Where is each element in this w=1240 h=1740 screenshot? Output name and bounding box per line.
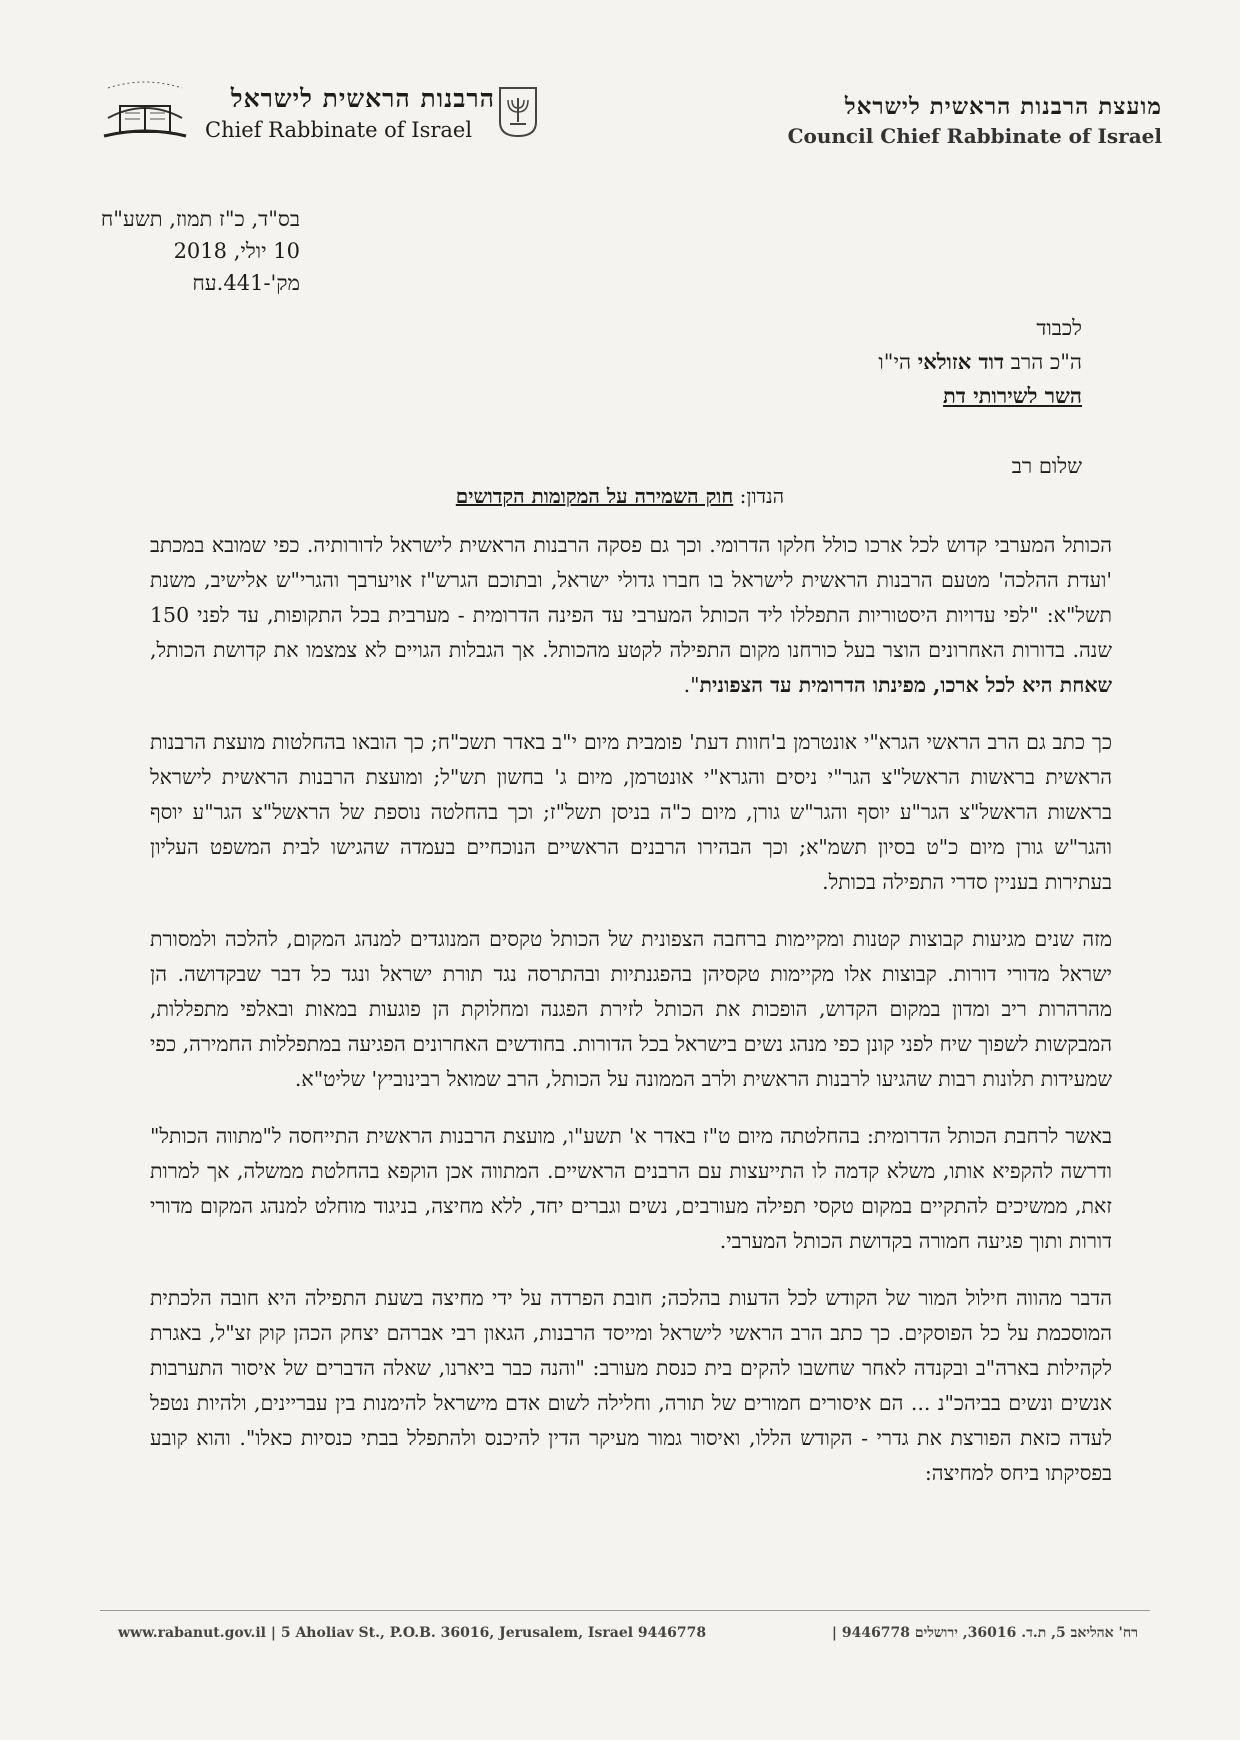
subject-prefix: הנדון: [733, 484, 785, 508]
recipient-salutation: לכבוד [1036, 316, 1082, 340]
paragraph-4: באשר לרחבת הכותל הדרומית: בהחלטתה מיום ט"ז באדר א' תשע"ו, מועצת הרבנות הראשית התייחסה ל"מתווה הכותל" ודרשה להקפיא אותו, משלא קדמה לו התייעצות עם הרבנים הראשיים. המתווה אכן הוקפא בהחלטת ממשלה, אך למרות זאת, ממשיכים להתקיים במקום טקסי תפילה מעורבים, נשים וגברים יחד, ללא מחיצה, בניגוד מוחלט למנהג המקום מדורי דורות ותוך פגיעה חמורה בקדושת הכותל המערבי. [150, 1124, 1112, 1253]
recipient-prefix: ה"כ הרב [1004, 350, 1082, 374]
paragraph-1 [150, 528, 1112, 703]
subject-line [0, 484, 1240, 509]
date-block [40, 203, 300, 299]
recipient-name: דוד אזולאי [917, 349, 1005, 374]
recipient-suffix: הי"ו [878, 350, 918, 374]
left-header-english: Chief Rabbinate of Israel [205, 118, 473, 142]
paragraph-1-bold: שאחת היא לכל ארכו, מפינתו הדרומית עד הצפונית [699, 673, 1112, 697]
footer-divider [100, 1610, 1150, 1611]
paragraph-2: כך כתב גם הרב הראשי הגרא"י אונטרמן ב'חוות דעת' פומבית מיום י"ב באדר תשכ"ח; כך הובאו בהחלטות מועצת הרבנות הראשית בראשות הראשל"צ הגר"י ניסים והגרא"י אונטרמן, מיום ג' בחשון תש"ל; ומועצת הרבנות הראשית לישראל בראשות הראשל"צ הגר"ע יוסף והגר"ש גורן, מיום כ"ה בניסן תשל"ז; וכך בהחלטה נוספת של הראשל"צ הגר"ע יוסף והגר"ש גורן מיום כ"ט בסיון תשמ"א; וכך הבהירו הרבנים הראשיים הנוכחיים בעמדה שהגישו לבית המשפט העליון בעתירות בעניין סדרי התפילה בכותל. [150, 730, 1112, 894]
hebrew-date: בס"ד, כ"ז תמוז, תשע"ח [100, 207, 300, 231]
open-book-logo-icon [100, 78, 190, 148]
chief-rabbinate-header [100, 78, 540, 148]
footer-hebrew-address: רח' אהליאב 5, ת.ד. 36016, ירושלים 9446778 | [831, 1625, 1138, 1641]
reference-number: מק'-441.עח [192, 271, 300, 295]
recipient-title: השר לשירותי דת [943, 383, 1082, 408]
paragraph-1-end: ". [683, 673, 700, 697]
recipient-block [482, 312, 1082, 412]
recipient-name-line [482, 345, 1082, 379]
gregorian-date: 10 יולי, 2018 [173, 239, 300, 263]
left-header-hebrew: הרבנות הראשית לישראל [230, 84, 495, 113]
subject-title: חוק השמירה על המקומות הקדושים [455, 484, 734, 508]
council-header [702, 93, 1162, 148]
paragraph-1-text: הכותל המערבי קדוש לכל ארכו כולל חלקו הדרומי. וכך גם פסקה הרבנות הראשית לישראל לדורותיה. כפי שמובא במכתב 'ועדת ההלכה' מטעם הרבנות הראשית לישראל בו חברו גדולי ישראל, ובתוכם הגרש"ז אויערבך והגרי"ש אלישיב, משנת תשל"א: "לפי עדויות היסטוריות התפללו ליד הכותל המערבי עד הפינה הדרומית - מערבית בכל התקופות, עד לפני 150 שנה. בדורות האחרונים הוצר בעל כורחנו מקום התפילה לקטע מהכותל. אך הגבלות הגויים לא צמצמו את קדושת הכותל, [150, 533, 1112, 662]
paragraph-5: הדבר מהווה חילול המור של הקודש לכל הדעות בהלכה; חובת הפרדה על ידי מחיצה בשעת התפילה היא חובה הלכתית המוסכמת על כל הפוסקים. כך כתב הרב הראשי לישראל ומייסד הרבנות, הגאון רבי אברהם יצחק הכהן קוק זצ"ל, באגרת לקהילות בארה"ב ובקנדה לאחר שחשבו להקים בית כנסת מעורב: "והנה כבר ביארנו, שאלה הדברים של איסור התערבות אנשים ונשים בביהכ"נ ... הם איסורים חמורים של תורה, וחלילה לשום אדם מישראל להימנות בין עבריינים, ולהיות נטפל לעדה כזאת הפורצת את גדרי - הקודש הללו, ואיסור גמור מעיקר הדין להיכנס ולהתפלל בבתי כנסיות כאלו". והוא קובע בפסיקתו ביחס למחיצה: [150, 1286, 1112, 1485]
right-header-hebrew: מועצת הרבנות הראשית לישראל [844, 93, 1162, 120]
footer-english-address: www.rabanut.gov.il | 5 Aholiav St., P.O.B. 36016, Jerusalem, Israel 9446778 [118, 1625, 707, 1641]
letter-body [150, 528, 1112, 1513]
paragraph-3: מזה שנים מגיעות קבוצות קטנות ומקיימות ברחבה הצפונית של הכותל טקסים המנוגדים למנהג המקום, להלכה ולמסורת ישראל מדורי דורות. קבוצות אלו מקיימות טקסיהן בהפגנתיות ובהתרסה נגד תורת ישראל ונגד כל דבר שבקדושה. הן מהרהרות ריב ומדון במקום הקדוש, הופכות את הכותל לזירת הפגנה ומחלוקת הן פוגעות במאות ובאלפי מתפללות, המבקשות לשפוך שיח לפני קונן כפי מנהג נשים בישראל בכל הדורות. בחודשים האחרונים הפגיעה במתפללות החמירה, כפי שמעידות תלונות רבות שהגיעו לרבנות הראשית ולרב הממונה על הכותל, הרב שמואל רבינוביץ' שליט"א. [150, 927, 1112, 1091]
greeting: שלום רב [1011, 454, 1082, 478]
right-header-english: Council Chief Rabbinate of Israel [787, 124, 1162, 148]
state-emblem-icon [498, 86, 538, 138]
